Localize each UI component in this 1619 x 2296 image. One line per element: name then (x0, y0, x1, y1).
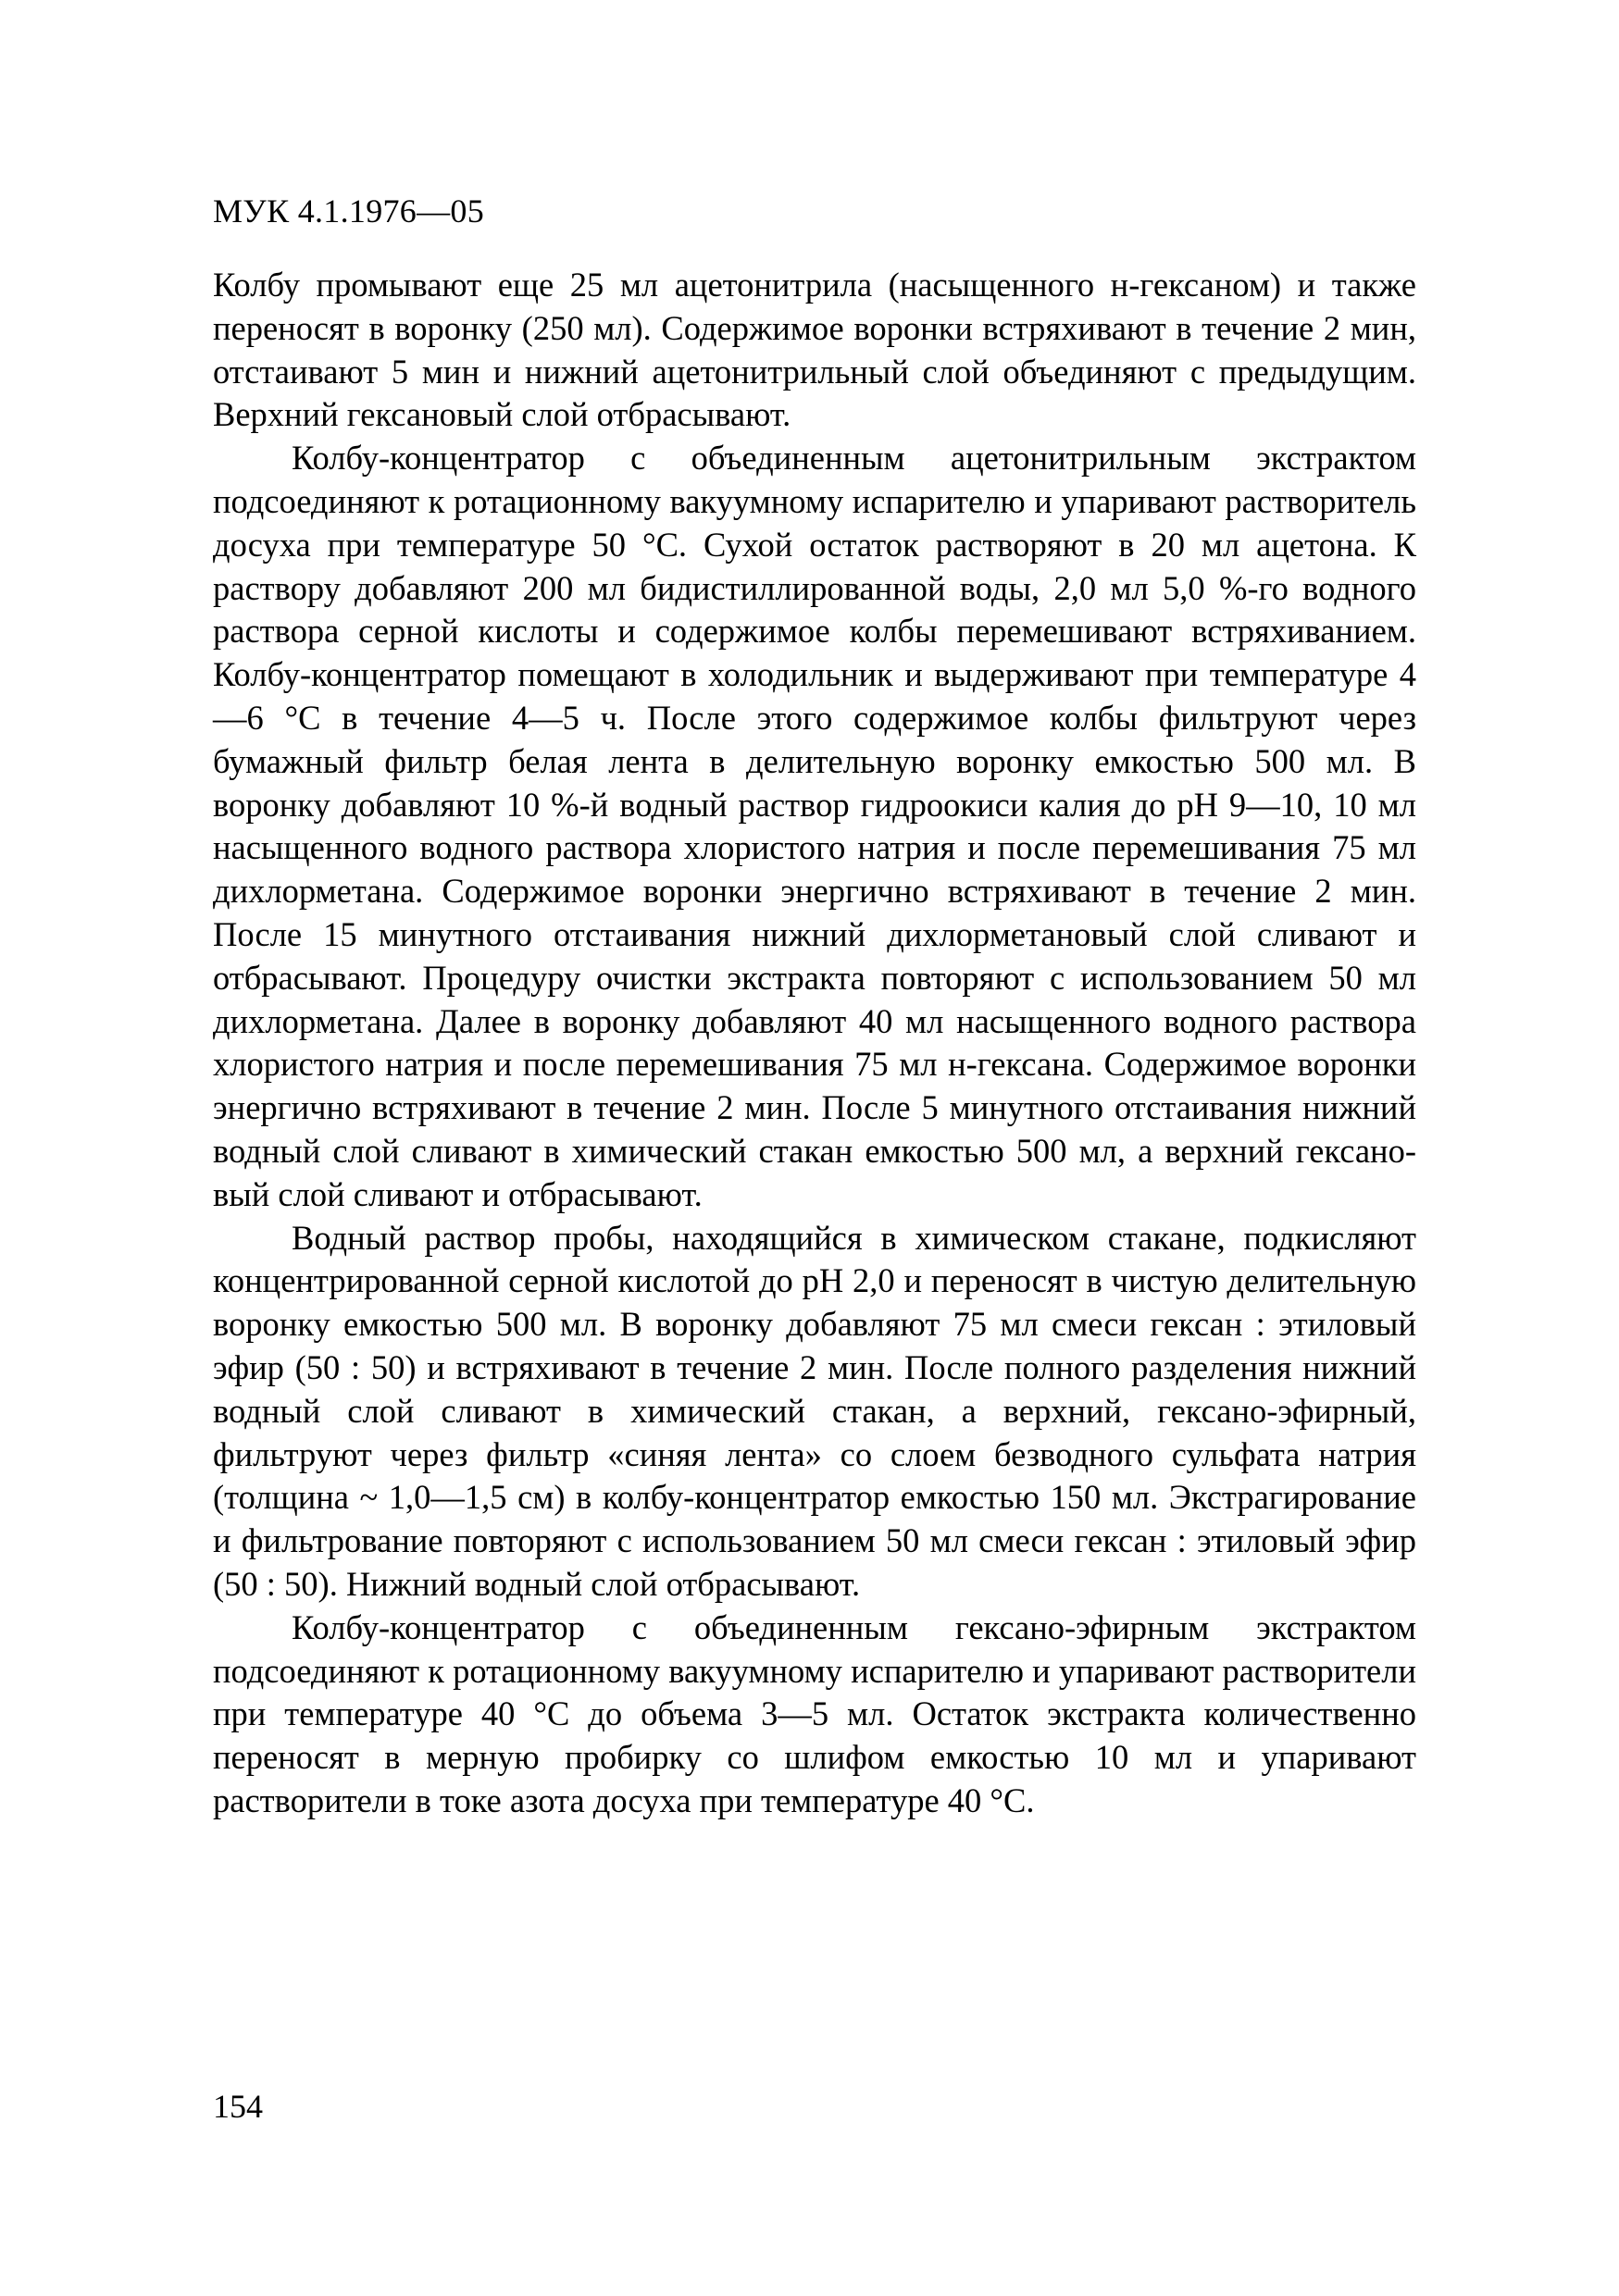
body-text (213, 264, 1416, 1823)
paragraph-3: Водный раствор пробы, находящийся в химическом стакане, подкисляют концентрированной серной кислотой до рН 2,0 и переносят в чистую делительную воронку емкостью 500 мл. В воронку добавляют 75 мл смеси гексан : этиловый эфир (50 : 50) и встряхивают в течение 2 мин. После полного разделения нижний водный слой сливают в химический стакан, а верхний, гексано-эфирный, фильтруют через фильтр «синяя лента» со слоем безводного сульфата натрия (толщина ~ 1,0—1,5 см) в колбу-концентратор емкостью 150 мл. Экстрагирование и фильтрование повторяют с использованием 50 мл смеси гексан : этиловый эфир (50 : 50). Нижний водный слой отбрасывают. (213, 1218, 1416, 1603)
page-number: 154 (213, 2088, 263, 2125)
paragraph-4: Колбу-концентратор с объединенным гексано-эфирным экстрактом подсоединяют к ротационному вакуумному испарителю и упаривают растворители при температуре 40 °С до объема 3—5 мл. Остаток экстракта количественно переносят в мерную пробирку со шлифом емкостью 10 мл и упаривают растворители в токе азота досуха при температуре 40 °С. (213, 1607, 1416, 1819)
document-code-header: МУК 4.1.1976—05 (213, 192, 485, 230)
paragraph-2: Колбу-концентратор с объединенным ацетонитрильным экстрактом подсоединяют к ротационному вакуумному испарителю и упаривают растворитель досуха при температуре 50 °С. Сухой остаток растворяют в 20 мл ацетона. К раствору добавляют 200 мл бидистиллированной воды, 2,0 мл 5,0 %-го водного раствора серной кислоты и содержимое колбы перемешивают встряхиванием. Колбу-концентратор помещают в холодильник и выдерживают при температуре 4—6 °С в течение 4—5 ч. После этого содержимое колбы фильтруют через бумажный фильтр белая лента в делительную воронку емкостью 500 мл. В воронку добавляют 10 %-й водный раствор гидроокиси калия до рН 9—10, 10 мл насыщенного водного раствора хлористого натрия и после перемешивания 75 мл дихлорметана. Содержимое воронки энергично встряхивают в течение 2 мин. После 15 минутного отстаивания нижний дихлорметановый слой сливают и отбрасывают. Процедуру очистки экстракта повторяют с использованием 50 мл дихлорметана. Далее в воронку добавляют 40 мл насыщенного водного раствора хлористого натрия и после перемешивания 75 мл н-гексана. Содержимое воронки энергично встряхивают в течение 2 мин. После 5 минутного отстаивания нижний водный слой сливают в химический стакан емкостью 500 мл, а верхний гексановый слой сливают и отбрасывают. (213, 439, 1416, 1213)
paragraph-1: Колбу промывают еще 25 мл ацетонитрила (насыщенного н-гексаном) и также переносят в воронку (250 мл). Содержимое воронки встряхивают в течение 2 мин, отстаивают 5 мин и нижний ацетонитрильный слой объединяют с предыдущим. Верхний гексановый слой отбрасывают. (213, 266, 1416, 434)
